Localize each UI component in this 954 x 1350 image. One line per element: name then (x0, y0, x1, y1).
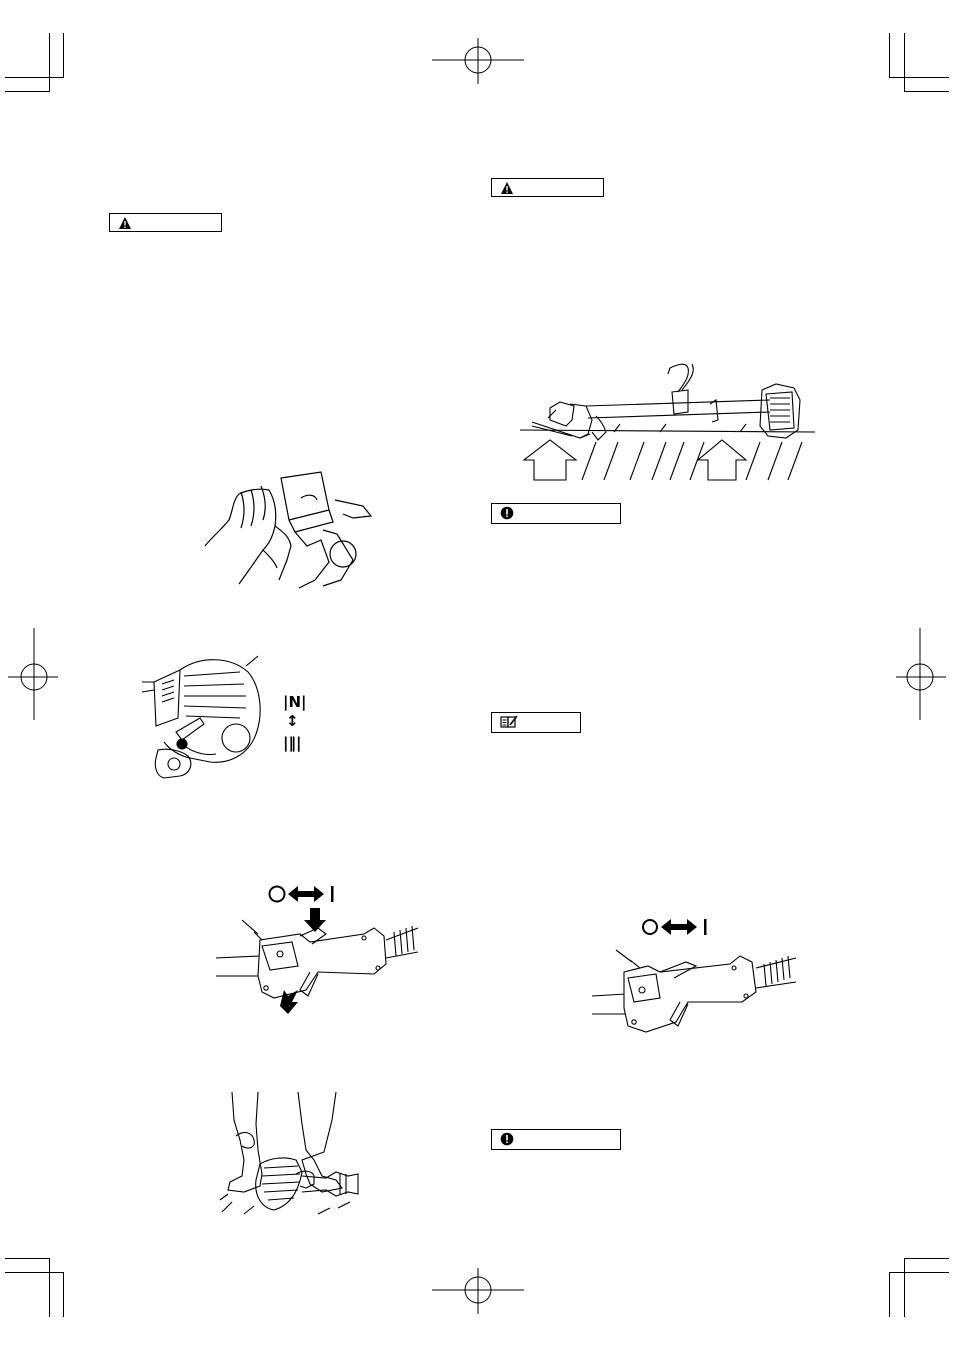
off-on-arrow-icon-2 (641, 916, 711, 938)
registration-mark-left (8, 628, 58, 720)
air-cleaner-hand-illustration (203, 470, 378, 592)
exclamation-circle-icon (500, 1132, 514, 1146)
registration-mark-right (896, 628, 946, 720)
registration-mark-top (432, 38, 524, 84)
warning-badge-left (109, 213, 222, 232)
choke-arrow-symbol: ↕ (286, 712, 299, 730)
exclamation-circle-icon (500, 506, 514, 520)
warning-badge-right (491, 178, 604, 197)
choke-open-symbol: |‖| (283, 734, 302, 752)
choke-closed-symbol: |N| (283, 693, 307, 711)
registration-mark-bottom (432, 1268, 524, 1314)
trimmer-on-ground-illustration (520, 360, 815, 486)
book-pencil-icon (500, 715, 518, 729)
off-on-arrow-icon-1 (268, 883, 338, 905)
warning-triangle-icon (500, 181, 514, 195)
throttle-handle-illustration-2 (590, 942, 800, 1038)
caution-badge-2 (491, 1129, 621, 1150)
throttle-handle-illustration-1 (214, 906, 420, 1018)
engine-choke-illustration (140, 652, 270, 784)
restrain-machine-illustration (218, 1090, 363, 1218)
warning-triangle-icon (118, 216, 132, 230)
note-badge (491, 712, 581, 733)
caution-badge-1 (491, 503, 621, 524)
